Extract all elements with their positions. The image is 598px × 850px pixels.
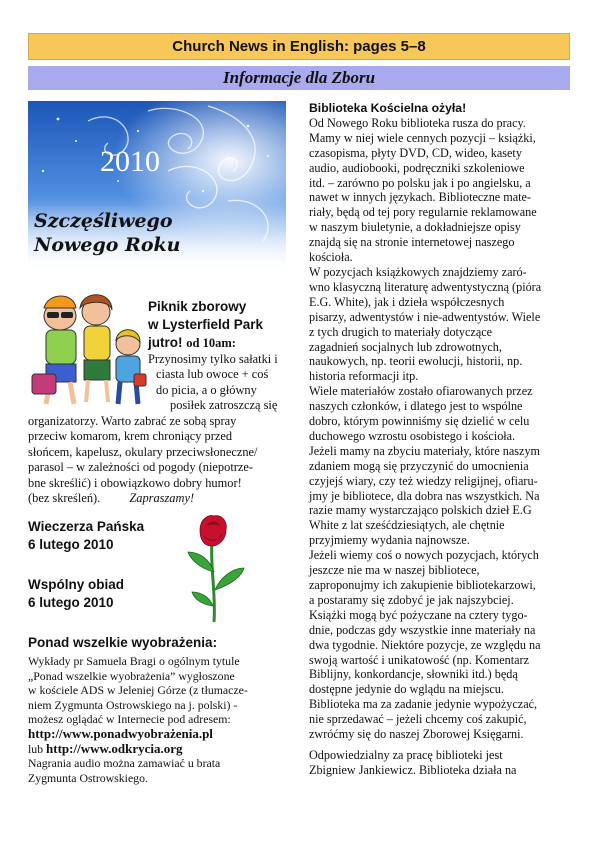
library-line: zdaniem mogą się przyczynić do umocnienia: [309, 458, 529, 473]
library-line: zwróćmy się do naszej Zborowej Księgarni.: [309, 727, 524, 742]
library-line: duchowego wzrostu osobistego i kościoła.: [309, 428, 516, 443]
lectures-section: [28, 634, 292, 785]
library-line: Jeżeli wiemy coś o nowych pozycjach, których: [309, 548, 539, 563]
library-line: przyjmiemy wydania najnowsze.: [309, 533, 470, 548]
lectures-url-prefix: lub: [28, 741, 47, 756]
picnic-line: Przynosimy tylko sałatki i: [148, 352, 278, 366]
library-line: Książki mogą być pożyczane na cztery tygo-: [309, 607, 528, 622]
library-line: Odpowiedzialny za pracę biblioteki jest: [309, 747, 503, 762]
library-line: znajdą się na stronie internetowej naszego: [309, 235, 515, 250]
library-line: naszych członków, i dlatego jest to wspólne: [309, 399, 523, 414]
rose-illustration: [180, 512, 250, 624]
library-line: dwa tygodnie. Niektóre pozycje, ze względu na: [309, 637, 541, 652]
header-title-bar: [28, 33, 570, 60]
library-paragraph: [309, 116, 571, 265]
picnic-line: parasol – w zależności od pogody (niepotrze-: [28, 460, 254, 475]
picnic-family-illustration: [30, 286, 148, 412]
banner-greeting-line1: Szczęśliwego: [34, 210, 173, 232]
subheader-bar: [28, 66, 570, 90]
library-line: nawet w innych językach. Bibliotecznе mate-: [309, 190, 531, 205]
library-line: Jeżeli mamy na zbyciu materiały, które naszym: [309, 443, 541, 458]
picnic-line: organizatorzy. Warto zabrać ze sobą spray: [28, 414, 237, 428]
banner-greeting-line2: Nowego Roku: [34, 234, 181, 256]
library-line: historia reformacji itp.: [309, 369, 419, 384]
library-line: w naszym biuletynie, a dokładniejsze opisy: [309, 220, 521, 235]
picnic-line: do picia, a o główny: [156, 382, 257, 397]
new-year-banner: [28, 101, 286, 273]
picnic-title-line2: w Lysterfield Park: [148, 317, 264, 332]
library-line: kościoła.: [309, 250, 353, 265]
picnic-line: bne skreślić) i obowiązkowo dobry humor!: [28, 475, 242, 490]
library-line: wno klasyczną literaturę adwentystyczną (pióra: [309, 279, 542, 294]
lectures-line: „Ponad wszelkie wyobrażenia” wygłoszone: [28, 668, 235, 683]
library-line: itd. – zarówno po polsku jak i po angielsku, a: [309, 175, 531, 190]
library-line: nie sprzedawać – jeżeli chcemy coś zakupić,: [309, 712, 527, 727]
picnic-line: przeciw komarom, krem chroniący przed: [28, 429, 233, 444]
picnic-title-line3: jutro!: [148, 335, 183, 350]
library-line: Od Nowego Roku biblioteka rusza do pracy.: [309, 115, 526, 130]
event-date: 6 lutego 2010: [28, 537, 114, 552]
lectures-title: Ponad wszelkie wyobrażenia:: [28, 635, 218, 650]
library-line: White z lat sześćdziesiątych, ale chętnie: [309, 518, 505, 533]
lectures-url-link[interactable]: http://www.ponadwyobrażenia.pl: [28, 725, 213, 741]
lectures-audio-line: Zygmunta Ostrowskiego.: [28, 770, 148, 785]
banner-year: 2010: [100, 145, 160, 178]
lectures-line: Wykłady pr Samuela Bragi o ogólnym tytule: [28, 654, 240, 668]
lectures-line: w kościele ADS w Jeleniej Górze (z tłumacze-: [28, 683, 248, 698]
library-line: czasopisma, płyty DVD, CD, wideo, kasety: [309, 145, 522, 160]
library-line: jmy je bibliotece, dla dobra nas wszystkich. Na: [309, 488, 540, 503]
library-paragraph: [309, 548, 571, 742]
lectures-url-link-2[interactable]: http://www.odkrycia.org: [46, 740, 183, 756]
library-line: E.G. White), jak i dzieła współczesnych: [309, 294, 505, 309]
library-line: dostępne jedynie do wglądu na miejscu.: [309, 682, 504, 697]
library-article: [309, 101, 571, 778]
event-date: 6 lutego 2010: [28, 595, 114, 610]
picnic-title-line1: Piknik zborowy: [148, 299, 247, 314]
lectures-line: niem Zygmunta Ostrowskiego na j. polski) -: [28, 697, 238, 712]
library-line: a postaramy się zdobyć je jak najszybciej.: [309, 592, 514, 607]
picnic-invite: Zapraszamy!: [129, 491, 195, 506]
picnic-line: posiłek zatroszczą się: [170, 398, 278, 413]
library-line: razie mamy wystarczająco polskich dzieł E.G: [309, 503, 532, 518]
library-line: Biblioteka ma za zadanie jedynie wypożyczać,: [309, 697, 538, 712]
library-line: naukowych, np. teorii ewolucji, historii, np.: [309, 354, 523, 369]
picnic-line: słońcem, kapelusz, okulary przeciwsłoneczne/: [28, 444, 258, 459]
library-line: Biblijny, konkordancje, słowniki itd.) będą: [309, 667, 518, 682]
library-line: zaproponujmy ich zakupienie bibliotekarzowi,: [309, 578, 536, 592]
library-line: zagadnień socjalnych lub zdrowotnych,: [309, 339, 502, 354]
library-line: dnie, podczas gdy wszystkie inne materiały na: [309, 622, 536, 637]
library-line: W pozycjach książkowych znajdziemy zaró-: [309, 264, 527, 279]
lectures-audio-line: Nagrania audio można zamawiać u brata: [28, 756, 221, 771]
new-year-banner-image: [28, 101, 286, 273]
library-line: dobro, którym powinniśmy się dzielić w celu: [309, 414, 530, 429]
library-line: Wiele materiałów zostało ofiarowanych przez: [309, 384, 533, 399]
event-title: Wieczerza Pańska: [28, 519, 145, 534]
picnic-line: ciasta lub owoce + coś: [156, 367, 269, 382]
library-line: czyjejś wiary, czy też wiedzy religijnej, ofiaru-: [309, 473, 538, 488]
event-title: Wspólny obiad: [28, 577, 124, 592]
picnic-text-right: [148, 352, 288, 414]
lectures-line: możesz oglądać w Internecie pod adresem:: [28, 712, 231, 727]
library-line: audio, audiobooki, podręczniki szkoleniowe: [309, 160, 525, 175]
library-line: Zbigniew Jankiewicz. Biblioteka działa na: [309, 762, 517, 777]
library-line: pisarzy, adwentystów i nie-adwentystów. Wiele: [309, 309, 541, 324]
library-line: Mamy w niej wiele cennych pozycji – książki,: [309, 130, 536, 145]
picnic-text-full: [28, 414, 292, 506]
picnic-time: od 10am:: [186, 336, 236, 350]
library-line: riały, będą od tej pory regularnie reklamowane: [309, 205, 537, 220]
picnic-heading: [148, 298, 296, 352]
library-paragraph: [309, 748, 571, 778]
library-line: swoją wartość i unikatowość (np. Komentarz: [309, 652, 529, 667]
library-title: Biblioteka Kościelna ożyła!: [309, 101, 467, 115]
library-line: z tych drugich to materiały dotyczące: [309, 324, 493, 339]
subheader-title: Informacje dla Zboru: [222, 68, 376, 87]
picnic-line: (bez skreśleń).: [28, 491, 101, 506]
header-title: Church News in English: pages 5–8: [172, 38, 426, 55]
library-paragraph: [309, 265, 571, 384]
library-paragraph: [309, 384, 571, 548]
library-line: jeszcze nie ma w naszej bibliotece,: [309, 563, 480, 578]
